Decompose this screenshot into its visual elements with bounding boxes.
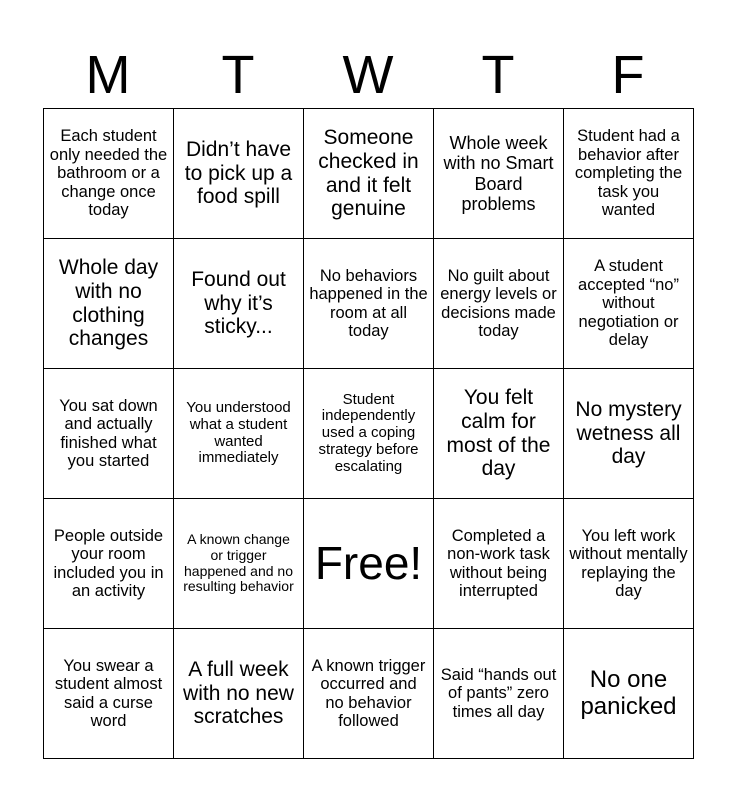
bingo-cell: Whole day with no clothing changes (44, 239, 174, 369)
bingo-cell: You left work without mentally replaying the day (564, 499, 694, 629)
bingo-board (43, 108, 694, 759)
board-row-3 (44, 369, 694, 499)
bingo-cell: People outside your room included you in an activity (44, 499, 174, 629)
bingo-cell: No guilt about energy levels or decisions made today (434, 239, 564, 369)
bingo-cell: Each student only needed the bathroom or a change once today (44, 109, 174, 239)
bingo-cell: A full week with no new scratches (174, 629, 304, 759)
bingo-cell: A known trigger occurred and no behavior followed (304, 629, 434, 759)
bingo-header (43, 42, 693, 108)
bingo-cell: Found out why it’s sticky... (174, 239, 304, 369)
board-row-2 (44, 239, 694, 369)
bingo-cell: A student accepted “no” without negotiation or delay (564, 239, 694, 369)
header-letter-t: T (221, 45, 255, 105)
bingo-cell: Didn’t have to pick up a food spill (174, 109, 304, 239)
bingo-cell: A known change or trigger happened and no resulting behavior (174, 499, 304, 629)
bingo-cell: Student had a behavior after completing the task you wanted (564, 109, 694, 239)
bingo-cell: Someone checked in and it felt genuine (304, 109, 434, 239)
header-letter-m: M (85, 45, 131, 105)
board-row-5 (44, 629, 694, 759)
bingo-cell: Whole week with no Smart Board problems (434, 109, 564, 239)
bingo-cell: You understood what a student wanted immediately (174, 369, 304, 499)
free-space-cell: Free! (304, 499, 434, 629)
bingo-cell: You sat down and actually finished what you started (44, 369, 174, 499)
bingo-cell: No mystery wetness all day (564, 369, 694, 499)
bingo-cell: Completed a non-work task without being interrupted (434, 499, 564, 629)
header-letter-w: W (342, 45, 394, 105)
bingo-cell: Student independently used a coping strategy before escalating (304, 369, 434, 499)
bingo-cell: No behaviors happened in the room at all today (304, 239, 434, 369)
bingo-cell: No one panicked (564, 629, 694, 759)
header-letter-f: F (611, 45, 645, 105)
header-letter-th: T (481, 45, 515, 105)
board-row-1 (44, 109, 694, 239)
bingo-cell: You felt calm for most of the day (434, 369, 564, 499)
bingo-cell: You swear a student almost said a curse word (44, 629, 174, 759)
board-row-4 (44, 499, 694, 629)
bingo-cell: Said “hands out of pants” zero times all day (434, 629, 564, 759)
